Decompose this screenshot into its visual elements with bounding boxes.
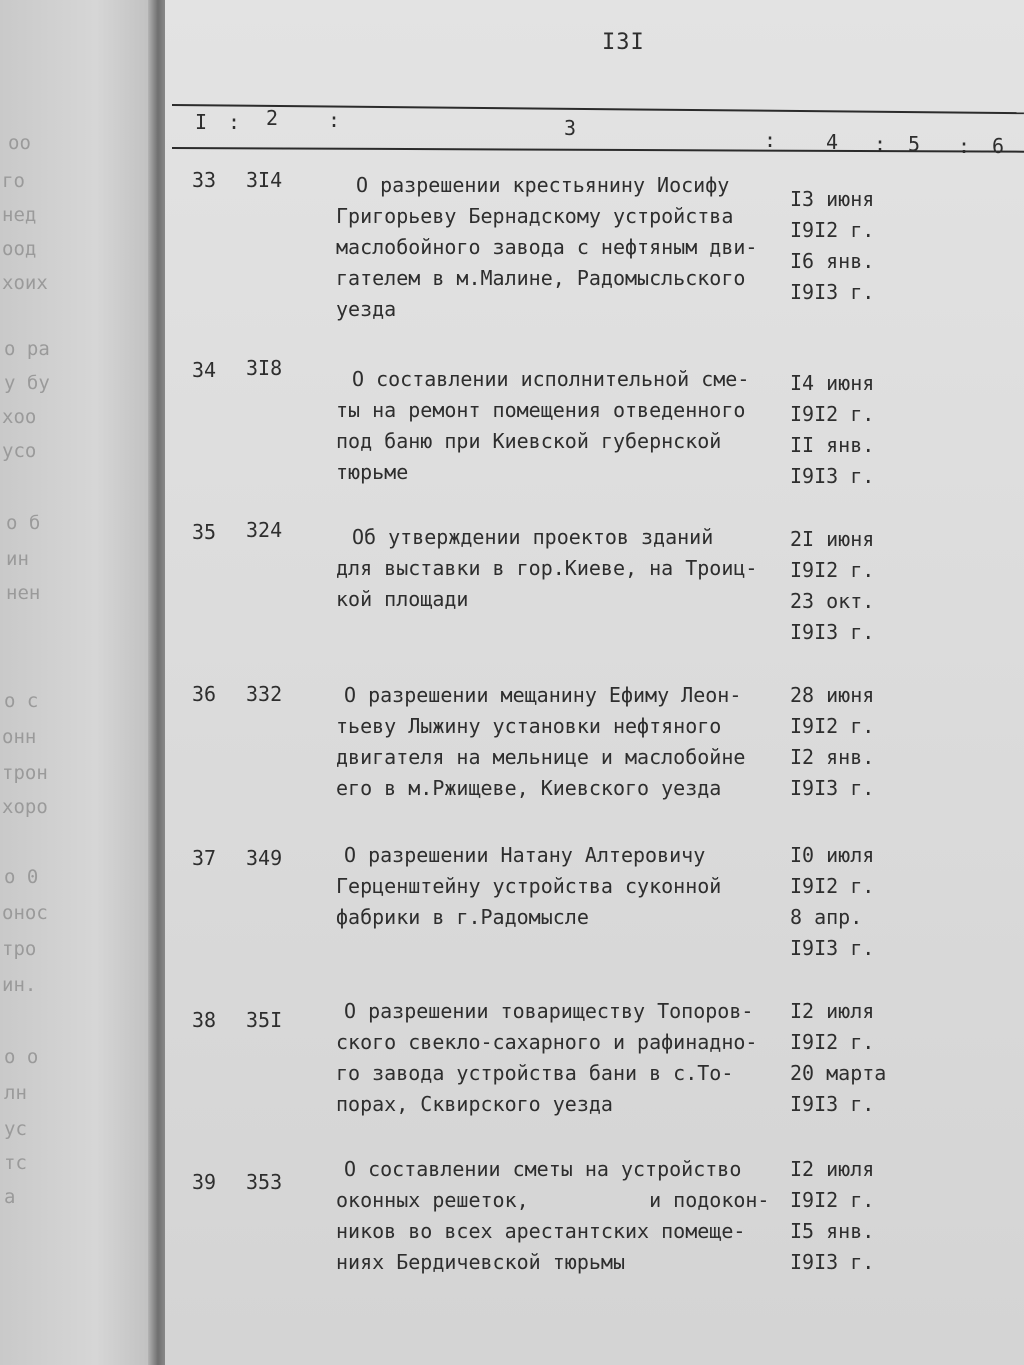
bleed-text: го	[2, 170, 25, 192]
bleed-text: тро	[2, 938, 37, 960]
date-line: I2 июля	[790, 1157, 875, 1181]
entry-number: 38	[192, 1008, 217, 1032]
entry-number: 35	[192, 520, 217, 544]
column-separator: :	[328, 108, 341, 132]
case-number: 349	[246, 846, 283, 870]
entry-dates	[790, 996, 886, 1120]
bleed-text: нен	[6, 582, 41, 604]
bleed-text: нед	[2, 204, 37, 226]
description-line: ты на ремонт помещения отведенного	[336, 398, 746, 422]
bleed-text: о 0	[4, 866, 39, 888]
bleed-text: о ра	[4, 338, 50, 360]
bleed-text: у бу	[4, 372, 50, 394]
date-line: 8 апр.	[790, 905, 863, 929]
bleed-text: ин.	[2, 974, 37, 996]
left-page	[0, 0, 160, 1365]
description-line: гателем в м.Малине, Радомысльского	[336, 266, 746, 290]
bleed-text: онн	[2, 726, 37, 748]
column-header-1: I	[195, 110, 208, 134]
entry-number: 33	[192, 168, 217, 192]
entry-number: 34	[192, 358, 217, 382]
description-line: для выставки в гор.Киеве, на Троиц-	[336, 556, 758, 580]
date-line: I9I2 г.	[790, 714, 875, 738]
bleed-text: о о	[4, 1046, 39, 1068]
date-line: I9I3 г.	[790, 1092, 875, 1116]
description-line: тьеву Лыжину установки нефтяного	[336, 714, 722, 738]
bleed-text: усо	[2, 440, 37, 462]
description-line: Об утверждении проектов зданий	[352, 525, 714, 549]
date-line: I9I2 г.	[790, 402, 875, 426]
column-separator: :	[764, 128, 777, 152]
bleed-text: тс	[4, 1152, 27, 1174]
bleed-text: о с	[4, 690, 39, 712]
description-line: под баню при Киевской губернской	[336, 429, 722, 453]
entry-description	[336, 170, 786, 325]
description-line: оконных решеток, и подокон-	[336, 1188, 770, 1212]
entry-description	[336, 1154, 786, 1278]
description-line: О составлении исполнительной сме-	[352, 367, 750, 391]
date-line: 28 июня	[790, 683, 875, 707]
column-separator: :	[958, 134, 971, 158]
case-number: 324	[246, 518, 283, 542]
date-line: I6 янв.	[790, 249, 875, 273]
column-header-5: 5	[908, 132, 921, 156]
description-line: О разрешении Натану Алтеровичу	[344, 843, 706, 867]
entry-dates	[790, 840, 874, 964]
column-header-2: 2	[266, 106, 279, 130]
description-line: тюрьме	[336, 460, 409, 484]
date-line: I2 июля	[790, 999, 875, 1023]
case-number: 35I	[246, 1008, 283, 1032]
bleed-text: о б	[6, 512, 41, 534]
bleed-text: а	[4, 1186, 16, 1208]
date-line: I2 янв.	[790, 745, 875, 769]
date-line: I9I2 г.	[790, 218, 875, 242]
entry-dates	[790, 524, 874, 648]
description-line: его в м.Ржищеве, Киевского уезда	[336, 776, 722, 800]
description-line: О разрешении товариществу Топоров-	[344, 999, 754, 1023]
description-line: ского свекло-сахарного и рафинадно-	[336, 1030, 758, 1054]
entry-number: 36	[192, 682, 217, 706]
bleed-text: онос	[2, 902, 48, 924]
entry-description	[336, 840, 786, 933]
bleed-text: хоро	[2, 796, 48, 818]
column-header-6: 6	[992, 134, 1005, 158]
bleed-text: хоих	[2, 272, 48, 294]
entry-description	[336, 996, 786, 1120]
date-line: I9I3 г.	[790, 1250, 875, 1274]
description-line: го завода устройства бани в с.То-	[336, 1061, 734, 1085]
description-line: ниях Бердичевской тюрьмы	[336, 1250, 625, 1274]
description-line: маслобойного завода с нефтяным дви-	[336, 235, 758, 259]
bleed-text: лн	[4, 1082, 27, 1104]
date-line: 23 окт.	[790, 589, 875, 613]
description-line: О разрешении мещанину Ефиму Леон-	[344, 683, 742, 707]
description-line: ников во всех арестантских помеще-	[336, 1219, 746, 1243]
case-number: 353	[246, 1170, 283, 1194]
entry-dates	[790, 184, 874, 308]
date-line: I9I3 г.	[790, 620, 875, 644]
date-line: II янв.	[790, 433, 875, 457]
column-separator: :	[228, 110, 241, 134]
column-header-3: 3	[564, 116, 577, 140]
bleed-text: ин	[6, 548, 29, 570]
description-line: двигателя на мельнице и маслобойне	[336, 745, 746, 769]
date-line: 2I июня	[790, 527, 875, 551]
description-line: кой площади	[336, 587, 469, 611]
bleed-text: оо	[8, 132, 31, 154]
entry-description	[336, 680, 786, 804]
date-line: I9I2 г.	[790, 558, 875, 582]
entry-dates	[790, 368, 874, 492]
description-line: О составлении сметы на устройство	[344, 1157, 742, 1181]
date-line: I9I2 г.	[790, 874, 875, 898]
bleed-text: хоо	[2, 406, 37, 428]
bleed-text: ус	[4, 1118, 27, 1140]
date-line: I9I2 г.	[790, 1188, 875, 1212]
entry-description	[336, 522, 786, 615]
entry-dates	[790, 1154, 874, 1278]
column-separator: :	[874, 132, 887, 156]
page-number: I3I	[602, 30, 645, 55]
description-line: О разрешении крестьянину Иосифу	[356, 173, 730, 197]
entry-number: 37	[192, 846, 217, 870]
entry-description	[336, 364, 786, 488]
case-number: 332	[246, 682, 283, 706]
entry-number: 39	[192, 1170, 217, 1194]
entry-dates	[790, 680, 874, 804]
date-line: I9I3 г.	[790, 776, 875, 800]
case-number: 3I8	[246, 356, 283, 380]
date-line: I9I3 г.	[790, 936, 875, 960]
date-line: I5 янв.	[790, 1219, 875, 1243]
bleed-text: оод	[2, 238, 37, 260]
description-line: порах, Сквирского уезда	[336, 1092, 613, 1116]
date-line: I3 июня	[790, 187, 875, 211]
bleed-text: трон	[2, 762, 48, 784]
case-number: 3I4	[246, 168, 283, 192]
column-header-4: 4	[826, 130, 839, 154]
date-line: 20 марта	[790, 1061, 887, 1085]
description-line: уезда	[336, 297, 397, 321]
description-line: фабрики в г.Радомысле	[336, 905, 589, 929]
description-line: Григорьеву Бернадскому устройства	[336, 204, 734, 228]
date-line: I0 июля	[790, 843, 875, 867]
date-line: I4 июня	[790, 371, 875, 395]
description-line: Герценштейну устройства суконной	[336, 874, 722, 898]
date-line: I9I2 г.	[790, 1030, 875, 1054]
date-line: I9I3 г.	[790, 280, 875, 304]
date-line: I9I3 г.	[790, 464, 875, 488]
